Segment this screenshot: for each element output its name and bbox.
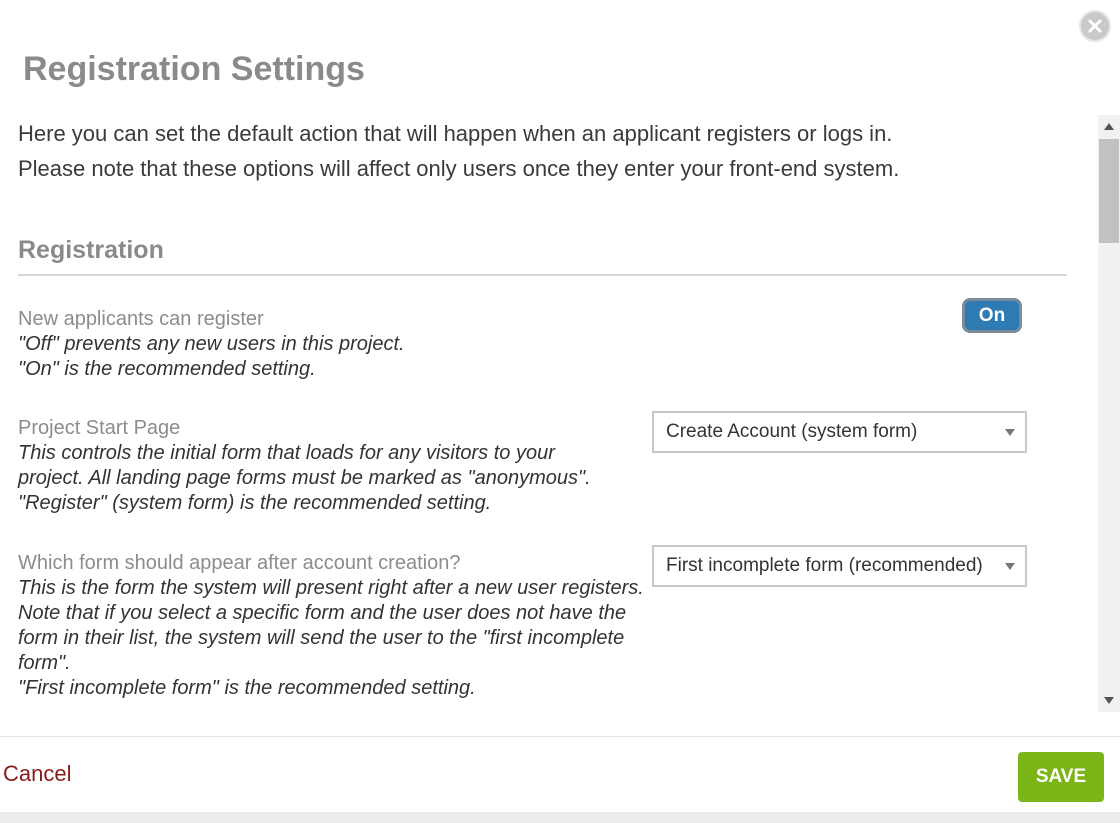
save-button[interactable]: SAVE bbox=[1018, 752, 1104, 802]
help-line: This is the form the system will present right after a new user registers. bbox=[18, 577, 644, 599]
after-creation-label: Which form should appear after account creation? bbox=[18, 552, 461, 574]
section-divider bbox=[18, 274, 1067, 276]
close-button[interactable] bbox=[1079, 10, 1111, 42]
after-creation-help bbox=[18, 576, 648, 701]
dialog-bottom-edge bbox=[0, 812, 1120, 823]
after-creation-select[interactable] bbox=[652, 545, 1027, 587]
cancel-link[interactable]: Cancel bbox=[3, 761, 72, 786]
section-title-registration: Registration bbox=[18, 236, 164, 264]
close-icon bbox=[1087, 18, 1103, 34]
start-page-help bbox=[18, 441, 618, 516]
help-line: "Register" (system form) is the recommended setting. bbox=[18, 492, 492, 514]
chevron-down-icon bbox=[1005, 429, 1015, 436]
help-line: "First incomplete form" is the recommended setting. bbox=[18, 677, 476, 699]
intro-text bbox=[18, 116, 1078, 186]
footer-divider bbox=[0, 736, 1120, 737]
help-line: This controls the initial form that loads for any visitors to your project. All landing page forms must be marked as "anonymous". bbox=[18, 442, 591, 489]
new-applicants-label: New applicants can register bbox=[18, 308, 264, 330]
help-line: Note that if you select a specific form and the user does not have the form in their list, the system will send the user to the "first incomplete form". bbox=[18, 602, 627, 674]
help-line: "On" is the recommended setting. bbox=[18, 358, 316, 380]
intro-line-1: Here you can set the default action that will happen when an applicant registers or logs in. bbox=[18, 121, 893, 146]
start-page-label: Project Start Page bbox=[18, 417, 181, 439]
dialog-title: Registration Settings bbox=[23, 50, 365, 88]
help-line: "Off" prevents any new users in this project. bbox=[18, 333, 405, 355]
scroll-up-icon[interactable] bbox=[1104, 123, 1114, 130]
start-page-selected: Create Account (system form) bbox=[666, 421, 918, 442]
start-page-select[interactable] bbox=[652, 411, 1027, 453]
settings-scroll-area[interactable] bbox=[0, 112, 1097, 712]
intro-line-2: Please note that these options will affect only users once they enter your front-end system. bbox=[18, 156, 900, 181]
scrollbar-thumb[interactable] bbox=[1099, 139, 1119, 243]
after-creation-selected: First incomplete form (recommended) bbox=[666, 555, 983, 576]
new-applicants-toggle[interactable]: On bbox=[962, 298, 1022, 333]
chevron-down-icon bbox=[1005, 563, 1015, 570]
new-applicants-help bbox=[18, 332, 648, 382]
scroll-down-icon[interactable] bbox=[1104, 697, 1114, 704]
